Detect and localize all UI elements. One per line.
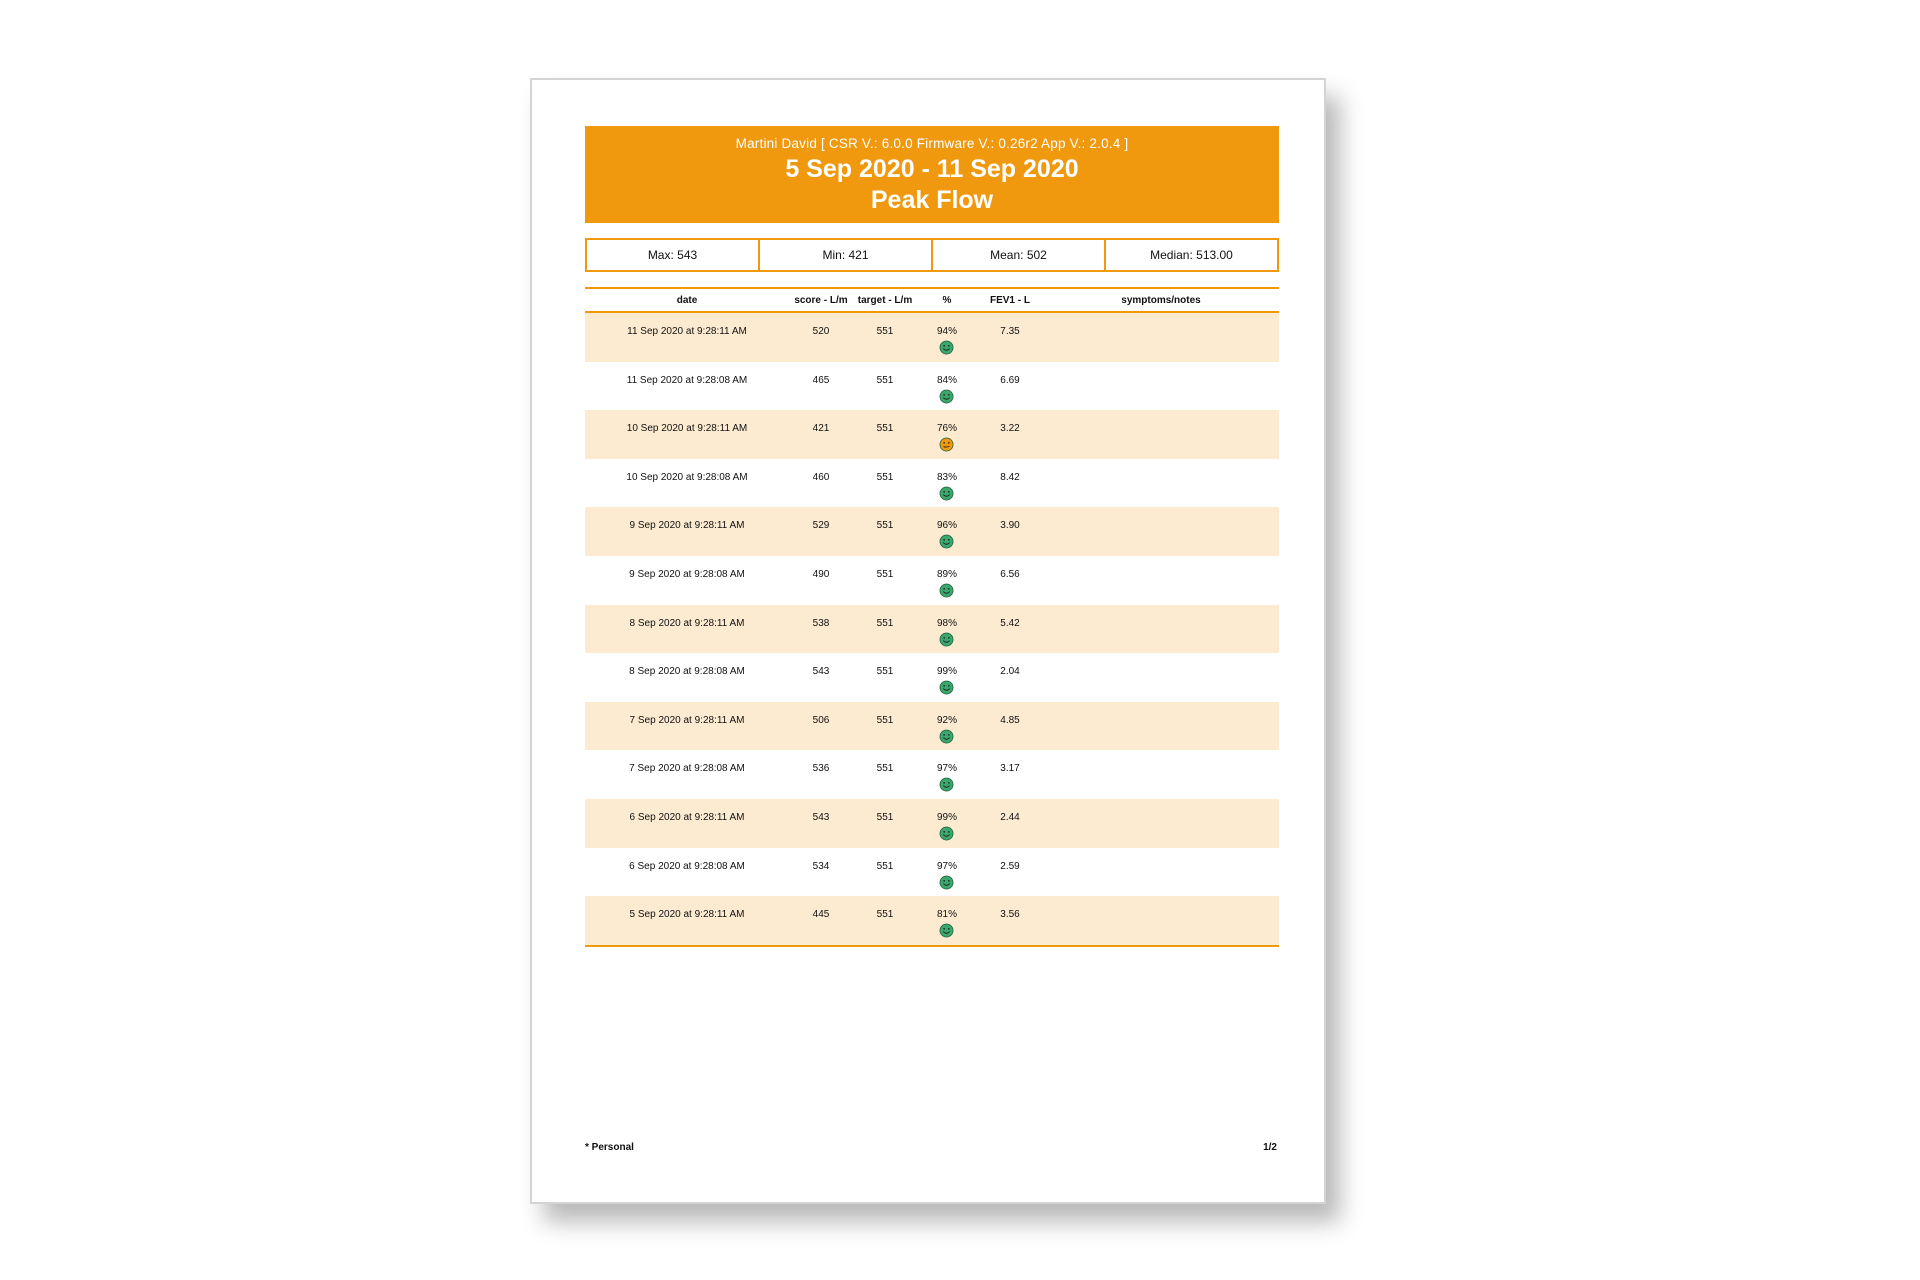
row-score: 520 bbox=[812, 326, 830, 337]
row-date: 5 Sep 2020 at 9:28:11 AM bbox=[629, 909, 745, 921]
row-fev1: 5.42 bbox=[1000, 617, 1020, 629]
row-fev1: 6.56 bbox=[1000, 568, 1020, 580]
stat-max: Max: 543 bbox=[647, 248, 698, 262]
row-fev1: 3.17 bbox=[1000, 763, 1020, 775]
row-date: 6 Sep 2020 at 9:28:08 AM bbox=[629, 860, 745, 872]
row-target: 551 bbox=[876, 471, 894, 483]
row-fev1: 3.22 bbox=[1000, 423, 1020, 435]
row-percent: 92% bbox=[936, 714, 957, 726]
table-row bbox=[585, 605, 1279, 654]
row-percent: 99% bbox=[936, 811, 957, 823]
table-row bbox=[585, 653, 1279, 702]
row-score: 538 bbox=[812, 617, 830, 629]
row-date: 7 Sep 2020 at 9:28:11 AM bbox=[629, 714, 745, 726]
table-header bbox=[585, 287, 1279, 313]
row-fev1: 2.04 bbox=[1000, 666, 1020, 678]
table-row bbox=[585, 362, 1279, 411]
table-row bbox=[585, 896, 1279, 945]
row-date: 10 Sep 2020 at 9:28:11 AM bbox=[626, 423, 748, 435]
row-target: 551 bbox=[876, 374, 894, 386]
row-target: 551 bbox=[876, 763, 894, 775]
row-score: 534 bbox=[812, 860, 830, 872]
row-target: 551 bbox=[876, 326, 894, 337]
table-row bbox=[585, 702, 1279, 751]
green-smiley-icon bbox=[939, 680, 954, 695]
row-score: 506 bbox=[812, 714, 830, 726]
col-fev1: FEV1 - L bbox=[989, 294, 1030, 306]
row-date: 9 Sep 2020 at 9:28:08 AM bbox=[629, 568, 745, 580]
green-smiley-icon bbox=[939, 486, 954, 501]
row-percent: 94% bbox=[936, 326, 957, 337]
stat-min: Min: 421 bbox=[758, 240, 931, 270]
col-score: score - L/m bbox=[794, 294, 848, 306]
table-row bbox=[585, 750, 1279, 799]
row-date: 8 Sep 2020 at 9:28:08 AM bbox=[629, 666, 745, 678]
row-date: 6 Sep 2020 at 9:28:11 AM bbox=[629, 811, 745, 823]
col-percent: % bbox=[942, 294, 952, 306]
report-title: Peak Flow bbox=[870, 186, 994, 214]
col-notes: symptoms/notes bbox=[1121, 294, 1201, 306]
table-row bbox=[585, 507, 1279, 556]
row-percent: 96% bbox=[936, 520, 957, 532]
orange-neutral-icon bbox=[939, 437, 954, 452]
green-smiley-icon bbox=[939, 583, 954, 598]
green-smiley-icon bbox=[939, 777, 954, 792]
table-row bbox=[585, 556, 1279, 605]
row-date: 9 Sep 2020 at 9:28:11 AM bbox=[629, 520, 745, 532]
footer-note: * Personal bbox=[585, 1142, 634, 1153]
table-bottom-rule bbox=[585, 945, 1279, 947]
green-smiley-icon bbox=[939, 923, 954, 938]
peak-flow-table bbox=[585, 287, 1279, 947]
row-percent: 98% bbox=[936, 617, 957, 629]
row-score: 529 bbox=[812, 520, 830, 532]
page-number: 1/2 bbox=[1263, 1142, 1277, 1153]
row-percent: 76% bbox=[936, 423, 957, 435]
row-fev1: 3.56 bbox=[1000, 909, 1020, 921]
green-smiley-icon bbox=[939, 632, 954, 647]
table-row bbox=[585, 848, 1279, 897]
row-target: 551 bbox=[876, 811, 894, 823]
row-score: 543 bbox=[812, 811, 830, 823]
row-percent: 97% bbox=[936, 860, 957, 872]
row-target: 551 bbox=[876, 909, 894, 921]
stat-median: Median: 513.00 bbox=[1104, 240, 1277, 270]
table-row bbox=[585, 313, 1279, 362]
row-target: 551 bbox=[876, 666, 894, 678]
green-smiley-icon bbox=[939, 340, 954, 355]
row-target: 551 bbox=[876, 520, 894, 532]
row-fev1: 7.35 bbox=[1000, 326, 1020, 337]
report-date-range: 5 Sep 2020 - 11 Sep 2020 bbox=[785, 155, 1079, 183]
row-target: 551 bbox=[876, 714, 894, 726]
row-date: 11 Sep 2020 at 9:28:08 AM bbox=[626, 374, 748, 386]
row-percent: 99% bbox=[936, 666, 957, 678]
row-fev1: 2.59 bbox=[1000, 860, 1020, 872]
col-target: target - L/m bbox=[857, 294, 913, 306]
row-fev1: 2.44 bbox=[1000, 811, 1020, 823]
row-percent: 83% bbox=[936, 471, 957, 483]
row-score: 536 bbox=[812, 763, 830, 775]
stat-mean: Mean: 502 bbox=[931, 240, 1104, 270]
green-smiley-icon bbox=[939, 875, 954, 890]
col-date: date bbox=[676, 294, 698, 306]
row-score: 460 bbox=[812, 471, 830, 483]
row-percent: 81% bbox=[936, 909, 957, 921]
row-percent: 89% bbox=[936, 568, 957, 580]
row-score: 490 bbox=[812, 568, 830, 580]
green-smiley-icon bbox=[939, 534, 954, 549]
stats-bar bbox=[585, 238, 1279, 272]
row-percent: 84% bbox=[936, 374, 957, 386]
row-target: 551 bbox=[876, 617, 894, 629]
report-header bbox=[585, 126, 1279, 223]
row-score: 421 bbox=[812, 423, 830, 435]
green-smiley-icon bbox=[939, 389, 954, 404]
table-row bbox=[585, 410, 1279, 459]
row-target: 551 bbox=[876, 423, 894, 435]
row-percent: 97% bbox=[936, 763, 957, 775]
green-smiley-icon bbox=[939, 826, 954, 841]
row-target: 551 bbox=[876, 860, 894, 872]
report-page bbox=[530, 78, 1326, 1204]
row-date: 10 Sep 2020 at 9:28:08 AM bbox=[626, 471, 748, 483]
report-subtitle: Martini David [ CSR V.: 6.0.0 Firmware V.: 0.26r2 App V.: 2.0.4 ] bbox=[735, 136, 1129, 151]
table-body bbox=[585, 313, 1279, 945]
table-row bbox=[585, 459, 1279, 508]
table-row bbox=[585, 799, 1279, 848]
row-fev1: 6.69 bbox=[1000, 374, 1020, 386]
row-date: 7 Sep 2020 at 9:28:08 AM bbox=[629, 763, 745, 775]
row-date: 11 Sep 2020 at 9:28:11 AM bbox=[627, 326, 747, 337]
row-fev1: 8.42 bbox=[1000, 471, 1020, 483]
row-target: 551 bbox=[876, 568, 894, 580]
row-score: 543 bbox=[812, 666, 830, 678]
row-fev1: 4.85 bbox=[1000, 714, 1020, 726]
row-fev1: 3.90 bbox=[1000, 520, 1020, 532]
green-smiley-icon bbox=[939, 729, 954, 744]
row-score: 445 bbox=[812, 909, 830, 921]
row-date: 8 Sep 2020 at 9:28:11 AM bbox=[629, 617, 745, 629]
row-score: 465 bbox=[812, 374, 830, 386]
